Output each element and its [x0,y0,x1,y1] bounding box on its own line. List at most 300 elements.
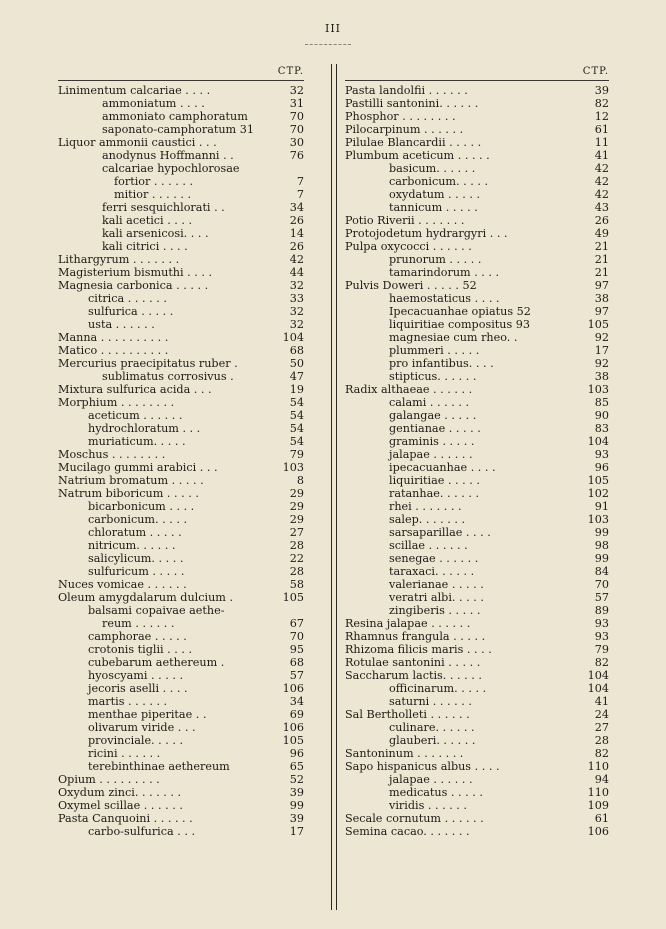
index-entry [345,578,609,591]
entry-term: aceticum . . . . . . [88,409,183,422]
entry-page-number: 93 [594,448,609,461]
index-entry [58,110,304,123]
index-entry [58,474,304,487]
entry-term: hyoscyami . . . . . [88,669,184,682]
index-entry [345,110,609,123]
index-entry [58,630,304,643]
entry-page-number: 92 [594,331,609,344]
index-entry [345,292,609,305]
entry-page-number: 70 [289,110,304,123]
entry-term: Protojodetum hydrargyri . . . [345,227,508,240]
entry-page-number: 94 [594,773,609,786]
entry-page-number: 85 [594,396,609,409]
index-entry [58,448,304,461]
entry-page-number: 54 [289,422,304,435]
entry-term: Nuces vomicae . . . . . . [58,578,187,591]
entry-page-number: 93 [594,630,609,643]
index-entry [345,136,609,149]
index-entry [58,370,304,383]
index-entry [58,578,304,591]
entry-term: Sal Bertholleti . . . . . . [345,708,470,721]
entry-term: Phosphor . . . . . . . . [345,110,456,123]
entry-term: basicum. . . . . . [389,162,476,175]
index-entry [58,396,304,409]
entry-page-number: 97 [594,279,609,292]
index-entry [58,695,304,708]
entry-page-number: 7 [296,188,304,201]
entry-page-number: 47 [289,370,304,383]
entry-page-number: 38 [594,292,609,305]
entry-term: kali citrici . . . . [102,240,188,253]
entry-term: officinarum. . . . . [389,682,487,695]
index-entry [345,448,609,461]
entry-term: menthae piperitae . . [88,708,207,721]
decorative-rule [305,44,351,45]
index-entry [345,513,609,526]
entry-term: rhei . . . . . . . [389,500,462,513]
index-entry [345,825,609,838]
index-entry [345,383,609,396]
entry-page-number: 24 [594,708,609,721]
entry-page-number: 68 [289,344,304,357]
entry-page-number: 90 [594,409,609,422]
entry-page-number: 104 [587,682,609,695]
entry-term: cubebarum aethereum . [88,656,225,669]
index-entry [58,318,304,331]
entry-page-number: 43 [594,201,609,214]
index-entry [58,84,304,97]
entry-page-number: 21 [594,253,609,266]
entry-term: mitior . . . . . . [114,188,192,201]
entry-page-number: 29 [289,487,304,500]
index-entry [58,656,304,669]
entry-page-number: 44 [289,266,304,279]
entry-term: ferri sesquichlorati . . [102,201,225,214]
index-entry [345,84,609,97]
entry-page-number: 65 [289,760,304,773]
entry-term: Oleum amygdalarum dulcium . [58,591,234,604]
entry-page-number: 14 [289,227,304,240]
entry-page-number: 70 [289,123,304,136]
index-entry [345,227,609,240]
entry-term: Rotulae santonini . . . . . [345,656,481,669]
entry-term: sulfuricum . . . . . [88,565,185,578]
entry-page-number: 29 [289,513,304,526]
entry-term: chloratum . . . . . [88,526,182,539]
entry-term: ammoniatum . . . . [102,97,205,110]
index-entry [58,669,304,682]
entry-term: scillae . . . . . . [389,539,468,552]
entry-page-number: 33 [289,292,304,305]
index-entry [345,149,609,162]
entry-term: Matico . . . . . . . . . . [58,344,169,357]
entry-term: muriaticum. . . . . [88,435,186,448]
entry-term: ratanhae. . . . . . [389,487,480,500]
index-entry [58,682,304,695]
entry-term: Semina cacao. . . . . . . [345,825,470,838]
index-entry [58,526,304,539]
entry-page-number: 42 [594,175,609,188]
index-column-left [58,64,304,838]
entry-term: Rhamnus frangula . . . . . [345,630,486,643]
entry-page-number: 21 [594,240,609,253]
entry-term: Morphium . . . . . . . . [58,396,175,409]
index-entry [345,656,609,669]
entry-term: Santoninum . . . . . . . [345,747,464,760]
entry-term: liquiritiae compositus 93 [389,318,531,331]
index-entry [58,383,304,396]
entry-page-number: 99 [289,799,304,812]
entry-term: gentianae . . . . . [389,422,481,435]
index-entry [345,162,609,175]
entry-page-number: 32 [289,279,304,292]
entry-term: Saccharum lactis. . . . . . [345,669,482,682]
index-entry [345,721,609,734]
index-entry [58,201,304,214]
entry-page-number: 96 [289,747,304,760]
entry-term: culinare. . . . . . [389,721,475,734]
column-divider [331,64,337,910]
entry-term: veratri albi. . . . . [389,591,484,604]
entry-term: kali acetici . . . . [102,214,193,227]
entry-term: Pastilli santonini. . . . . . [345,97,479,110]
entry-page-number: 26 [289,240,304,253]
entry-page-number: 8 [296,474,304,487]
entry-page-number: 110 [587,786,609,799]
index-entry [58,344,304,357]
index-entry [345,487,609,500]
entry-page-number: 29 [289,500,304,513]
entry-term: sulfurica . . . . . [88,305,174,318]
entry-page-number: 38 [594,370,609,383]
entry-page-number: 28 [289,539,304,552]
entry-page-number: 109 [587,799,609,812]
entry-page-number: 12 [594,110,609,123]
entry-term: reum . . . . . . [102,617,175,630]
entry-page-number: 34 [289,695,304,708]
entry-term: carbo-sulfurica . . . [88,825,196,838]
entry-page-number: 32 [289,305,304,318]
index-entry [345,773,609,786]
index-entry [345,643,609,656]
entry-page-number: 42 [594,188,609,201]
entry-term: sublimatus corrosivus . [102,370,234,383]
index-entry [345,669,609,682]
index-list [345,84,609,838]
entry-term: Secale cornutum . . . . . . [345,812,484,825]
entry-term: Pulpa oxycocci . . . . . . [345,240,472,253]
entry-page-number: 102 [587,487,609,500]
entry-page-number: 54 [289,435,304,448]
entry-page-number: 103 [282,461,304,474]
entry-page-number: 69 [289,708,304,721]
entry-term: Linimentum calcariae . . . . [58,84,211,97]
entry-term: saponato-camphoratum 31 [102,123,254,136]
entry-page-number: 106 [282,682,304,695]
entry-term: saturni . . . . . . [389,695,472,708]
index-entry [345,526,609,539]
entry-page-number: 26 [594,214,609,227]
entry-page-number: 42 [594,162,609,175]
entry-term: Ipecacuanhae opiatus 52 [389,305,531,318]
index-entry [345,279,609,292]
entry-page-number: 67 [289,617,304,630]
entry-term: Sapo hispanicus albus . . . . [345,760,500,773]
index-entry [345,591,609,604]
index-entry [58,97,304,110]
index-entry [345,396,609,409]
entry-term: provinciale. . . . . [88,734,184,747]
index-entry [345,461,609,474]
entry-term: haemostaticus . . . . [389,292,500,305]
index-entry [345,799,609,812]
entry-page-number: 22 [289,552,304,565]
entry-term: Rhizoma filicis maris . . . . [345,643,492,656]
entry-term: ipecacuanhae . . . . [389,461,496,474]
index-entry [58,539,304,552]
index-entry [345,188,609,201]
index-entry [345,201,609,214]
index-entry [58,422,304,435]
entry-page-number: 84 [594,565,609,578]
index-entry [58,331,304,344]
entry-page-number: 31 [289,97,304,110]
index-entry [345,786,609,799]
entry-term: calcariae hypochlorosae [102,162,240,175]
index-entry [345,357,609,370]
entry-term: Resina jalapae . . . . . . [345,617,471,630]
entry-page-number: 26 [289,214,304,227]
index-column-right [345,64,609,838]
index-entry [58,786,304,799]
entry-page-number: 106 [587,825,609,838]
entry-term: ricini . . . . . . [88,747,161,760]
entry-term: oxydatum . . . . . [389,188,481,201]
entry-term: Oxydum zinci. . . . . . . [58,786,182,799]
entry-term: medicatus . . . . . [389,786,483,799]
index-entry [58,487,304,500]
index-entry [58,227,304,240]
index-entry [58,305,304,318]
index-entry [58,604,304,617]
entry-term: nitricum. . . . . . [88,539,176,552]
index-entry [345,474,609,487]
entry-term: Oxymel scillae . . . . . . [58,799,183,812]
column-header: CTP. [345,64,609,81]
entry-page-number: 49 [594,227,609,240]
index-entry [345,253,609,266]
index-entry [58,188,304,201]
entry-term: terebinthinae aethereum [88,760,230,773]
index-entry [345,617,609,630]
index-entry [345,331,609,344]
entry-page-number: 104 [587,435,609,448]
index-entry [58,253,304,266]
index-entry [58,435,304,448]
index-entry [345,435,609,448]
index-entry [345,604,609,617]
index-entry [58,279,304,292]
entry-term: plummeri . . . . . [389,344,480,357]
index-entry [58,734,304,747]
index-entry [345,565,609,578]
index-entry [58,760,304,773]
index-entry [58,643,304,656]
entry-term: bicarbonicum . . . . [88,500,195,513]
index-entry [58,591,304,604]
entry-term: sarsaparillae . . . . [389,526,491,539]
entry-term: Mixtura sulfurica acida . . . [58,383,212,396]
entry-term: tannicum . . . . . [389,201,478,214]
entry-page-number: 54 [289,409,304,422]
entry-page-number: 79 [594,643,609,656]
entry-page-number: 27 [594,721,609,734]
entry-term: tamarindorum . . . . [389,266,500,279]
index-list [58,84,304,838]
index-entry [345,97,609,110]
index-entry [345,175,609,188]
index-entry [58,162,304,175]
index-entry [345,747,609,760]
entry-page-number: 105 [587,474,609,487]
entry-page-number: 57 [594,591,609,604]
entry-term: taraxaci. . . . . . [389,565,475,578]
entry-page-number: 30 [289,136,304,149]
entry-page-number: 96 [594,461,609,474]
entry-term: fortior . . . . . . [114,175,194,188]
index-entry [58,825,304,838]
entry-page-number: 11 [594,136,609,149]
entry-page-number: 105 [587,318,609,331]
index-entry [58,500,304,513]
entry-page-number: 61 [594,812,609,825]
entry-page-number: 32 [289,318,304,331]
entry-term: Natrum biboricum . . . . . [58,487,199,500]
index-entry [58,136,304,149]
index-entry [58,175,304,188]
index-entry [345,370,609,383]
index-entry [345,682,609,695]
entry-page-number: 76 [289,149,304,162]
entry-page-number: 21 [594,266,609,279]
entry-page-number: 19 [289,383,304,396]
index-entry [345,500,609,513]
entry-term: Pasta Canquoini . . . . . . [58,812,193,825]
index-entry [58,773,304,786]
index-entry [345,305,609,318]
entry-page-number: 70 [594,578,609,591]
entry-term: crotonis tiglii . . . . [88,643,193,656]
index-entry [345,760,609,773]
index-entry [58,409,304,422]
entry-page-number: 91 [594,500,609,513]
entry-page-number: 98 [594,539,609,552]
entry-page-number: 104 [282,331,304,344]
entry-term: Pasta landolfii . . . . . . [345,84,468,97]
entry-term: Mercurius praecipitatus ruber . [58,357,238,370]
entry-page-number: 54 [289,396,304,409]
index-entry [58,721,304,734]
entry-page-number: 50 [289,357,304,370]
index-entry [58,240,304,253]
entry-page-number: 39 [289,786,304,799]
entry-page-number: 105 [282,591,304,604]
index-entry [345,734,609,747]
index-entry [345,240,609,253]
index-entry [58,292,304,305]
entry-page-number: 103 [587,513,609,526]
entry-term: jalapae . . . . . . [389,448,473,461]
entry-term: Plumbum aceticum . . . . . [345,149,490,162]
entry-page-number: 42 [289,253,304,266]
entry-term: hydrochloratum . . . [88,422,201,435]
index-entry [58,565,304,578]
entry-term: liquiritiae . . . . . [389,474,480,487]
column-header: CTP. [58,64,304,81]
index-entry [58,214,304,227]
entry-term: Liquor ammonii caustici . . . [58,136,217,149]
entry-term: martis . . . . . . [88,695,168,708]
entry-term: kali arsenicosi. . . . [102,227,209,240]
index-entry [58,357,304,370]
index-entry [345,708,609,721]
entry-page-number: 34 [289,201,304,214]
entry-term: galangae . . . . . [389,409,477,422]
entry-term: Moschus . . . . . . . . [58,448,166,461]
entry-page-number: 92 [594,357,609,370]
entry-term: Opium . . . . . . . . . [58,773,160,786]
entry-term: senegae . . . . . . [389,552,479,565]
entry-page-number: 28 [289,565,304,578]
entry-term: zingiberis . . . . . [389,604,481,617]
entry-page-number: 32 [289,84,304,97]
entry-page-number: 83 [594,422,609,435]
entry-term: valerianae . . . . . [389,578,484,591]
entry-term: Manna . . . . . . . . . . [58,331,169,344]
entry-page-number: 68 [289,656,304,669]
entry-page-number: 70 [289,630,304,643]
entry-page-number: 7 [296,175,304,188]
index-entry [58,708,304,721]
entry-page-number: 58 [289,578,304,591]
entry-term: balsami copaivae aethe- [88,604,225,617]
entry-page-number: 28 [594,734,609,747]
entry-term: olivarum viride . . . [88,721,196,734]
index-entry [58,123,304,136]
entry-term: Radix althaeae . . . . . . [345,383,473,396]
index-entry [58,799,304,812]
entry-page-number: 41 [594,149,609,162]
entry-term: anodynus Hoffmanni . . [102,149,234,162]
entry-term: carbonicum. . . . . [88,513,188,526]
entry-page-number: 79 [289,448,304,461]
entry-page-number: 52 [289,773,304,786]
entry-term: Pilulae Blancardii . . . . . [345,136,482,149]
index-entry [345,266,609,279]
entry-term: Potio Riverii . . . . . . . [345,214,465,227]
entry-term: Lithargyrum . . . . . . . [58,253,180,266]
entry-page-number: 89 [594,604,609,617]
index-entry [345,409,609,422]
entry-term: viridis . . . . . . [389,799,467,812]
entry-page-number: 110 [587,760,609,773]
entry-term: jalapae . . . . . . [389,773,473,786]
index-entry [345,318,609,331]
entry-term: salep. . . . . . . [389,513,466,526]
entry-page-number: 41 [594,695,609,708]
entry-term: pro infantibus. . . . [389,357,494,370]
index-entry [345,123,609,136]
